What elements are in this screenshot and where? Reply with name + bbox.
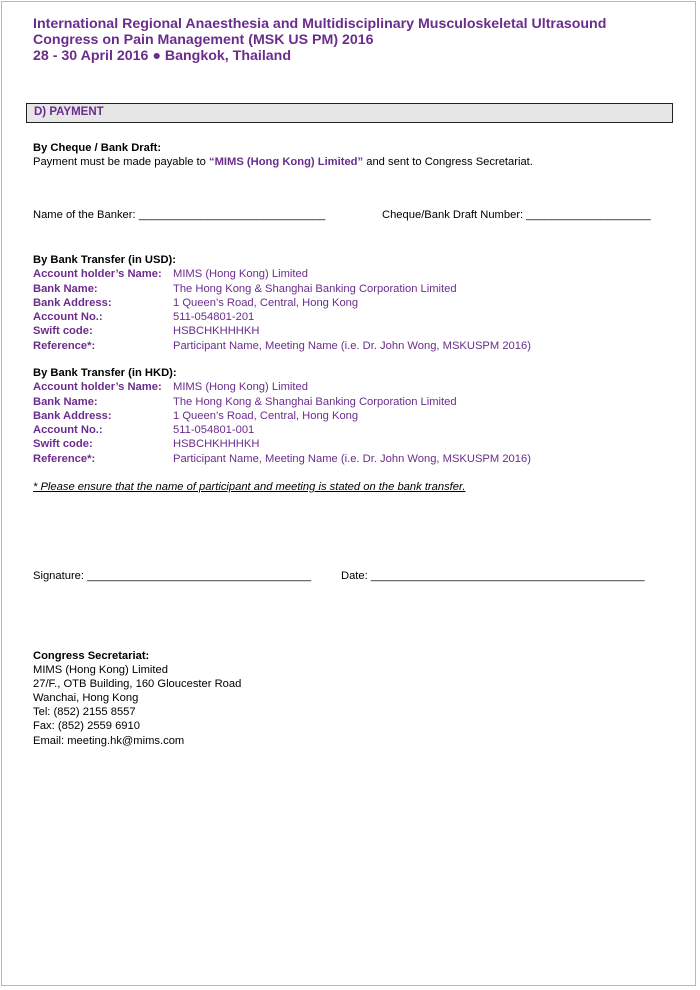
- banker-field[interactable]: [33, 208, 325, 222]
- signature-field[interactable]: [33, 569, 311, 583]
- cheque-number-label: Cheque/Bank Draft Number:: [382, 209, 524, 221]
- bank-transfer-note: * Please ensure that the name of participant and meeting is stated on the bank transfer.: [33, 481, 466, 493]
- usd-transfer-heading: By Bank Transfer (in USD):: [33, 254, 176, 266]
- row-value: 1 Queen’s Road, Central, Hong Kong: [173, 410, 359, 422]
- cheque-number-blank-line[interactable]: ____________________: [526, 209, 651, 221]
- row-label: Bank Name:: [33, 282, 98, 295]
- cheque-text-after: and sent to Congress Secretariat.: [363, 156, 533, 168]
- secretariat-line: Tel: (852) 2155 8557: [33, 706, 136, 718]
- congress-date-location: 28 - 30 April 2016 ● Bangkok, Thailand: [33, 48, 291, 64]
- row-label: Reference*:: [33, 452, 96, 465]
- row-value: 511-054801-201: [173, 311, 255, 323]
- row-label: Swift code:: [33, 325, 93, 337]
- row-value: HSBCHKHHHKH: [173, 438, 260, 450]
- payment-section-bar: [26, 103, 673, 123]
- secretariat-line: Wanchai, Hong Kong: [33, 692, 139, 704]
- hkd-row-reference: [33, 452, 673, 466]
- cheque-instruction: [33, 155, 533, 169]
- cheque-heading: By Cheque / Bank Draft:: [33, 142, 162, 154]
- section-title: D) PAYMENT: [34, 106, 104, 118]
- row-label: Swift code:: [33, 438, 93, 450]
- row-label: Bank Name:: [33, 395, 98, 408]
- row-value: The Hong Kong & Shanghai Banking Corporation Limited: [173, 395, 457, 408]
- row-value: 511-054801-001: [173, 424, 255, 436]
- banker-label: Name of the Banker:: [33, 209, 136, 221]
- usd-row-bank-name: [33, 282, 673, 296]
- row-value: HSBCHKHHHKH: [173, 325, 260, 337]
- date-blank-line[interactable]: ____________________________________________: [370, 570, 645, 582]
- hkd-row-bank-name: [33, 395, 673, 409]
- row-value: The Hong Kong & Shanghai Banking Corporation Limited: [173, 282, 457, 295]
- signature-blank-line[interactable]: ____________________________________: [87, 570, 312, 582]
- row-label: Bank Address:: [33, 297, 112, 309]
- row-label: Bank Address:: [33, 410, 112, 422]
- banker-blank-line[interactable]: ______________________________: [138, 209, 326, 221]
- secretariat-email[interactable]: Email: meeting.hk@mims.com: [33, 735, 185, 747]
- congress-title-line-1: International Regional Anaesthesia and Multidisciplinary Musculoskeletal Ultrasound: [33, 16, 607, 32]
- usd-row-bank-address: [33, 296, 673, 310]
- row-label: Account No.:: [33, 311, 103, 323]
- row-value: MIMS (Hong Kong) Limited: [173, 381, 308, 393]
- page-header: [33, 16, 673, 64]
- cheque-text-before: Payment must be made payable to: [33, 156, 209, 168]
- hkd-row-bank-address: [33, 409, 673, 423]
- secretariat-line: MIMS (Hong Kong) Limited: [33, 664, 168, 676]
- row-value: 1 Queen’s Road, Central, Hong Kong: [173, 297, 359, 309]
- cheque-number-field[interactable]: [382, 208, 651, 222]
- hkd-row-account-holder: [33, 380, 673, 394]
- row-label: Reference*:: [33, 339, 96, 352]
- usd-row-reference: [33, 339, 673, 353]
- usd-row-account-holder: [33, 267, 673, 281]
- payee-name: “MIMS (Hong Kong) Limited”: [209, 156, 364, 168]
- usd-row-swift-code: [33, 324, 673, 338]
- hkd-row-account-no: [33, 423, 673, 437]
- secretariat-line: Fax: (852) 2559 6910: [33, 720, 140, 732]
- hkd-transfer-heading: By Bank Transfer (in HKD):: [33, 367, 177, 379]
- secretariat-line: 27/F., OTB Building, 160 Gloucester Road: [33, 678, 242, 690]
- usd-row-account-no: [33, 310, 673, 324]
- row-label: Account holder’s Name:: [33, 381, 162, 393]
- date-field[interactable]: [341, 569, 645, 583]
- row-value: Participant Name, Meeting Name (i.e. Dr. John Wong, MSKUSPM 2016): [173, 339, 531, 352]
- date-label: Date:: [341, 570, 368, 582]
- row-label: Account holder’s Name:: [33, 268, 162, 280]
- row-value: MIMS (Hong Kong) Limited: [173, 268, 308, 280]
- hkd-row-swift-code: [33, 437, 673, 451]
- row-value: Participant Name, Meeting Name (i.e. Dr. John Wong, MSKUSPM 2016): [173, 452, 531, 465]
- congress-title-line-2: Congress on Pain Management (MSK US PM) 2016: [33, 32, 374, 48]
- row-label: Account No.:: [33, 424, 103, 436]
- secretariat-heading: Congress Secretariat:: [33, 650, 150, 662]
- signature-label: Signature:: [33, 570, 84, 582]
